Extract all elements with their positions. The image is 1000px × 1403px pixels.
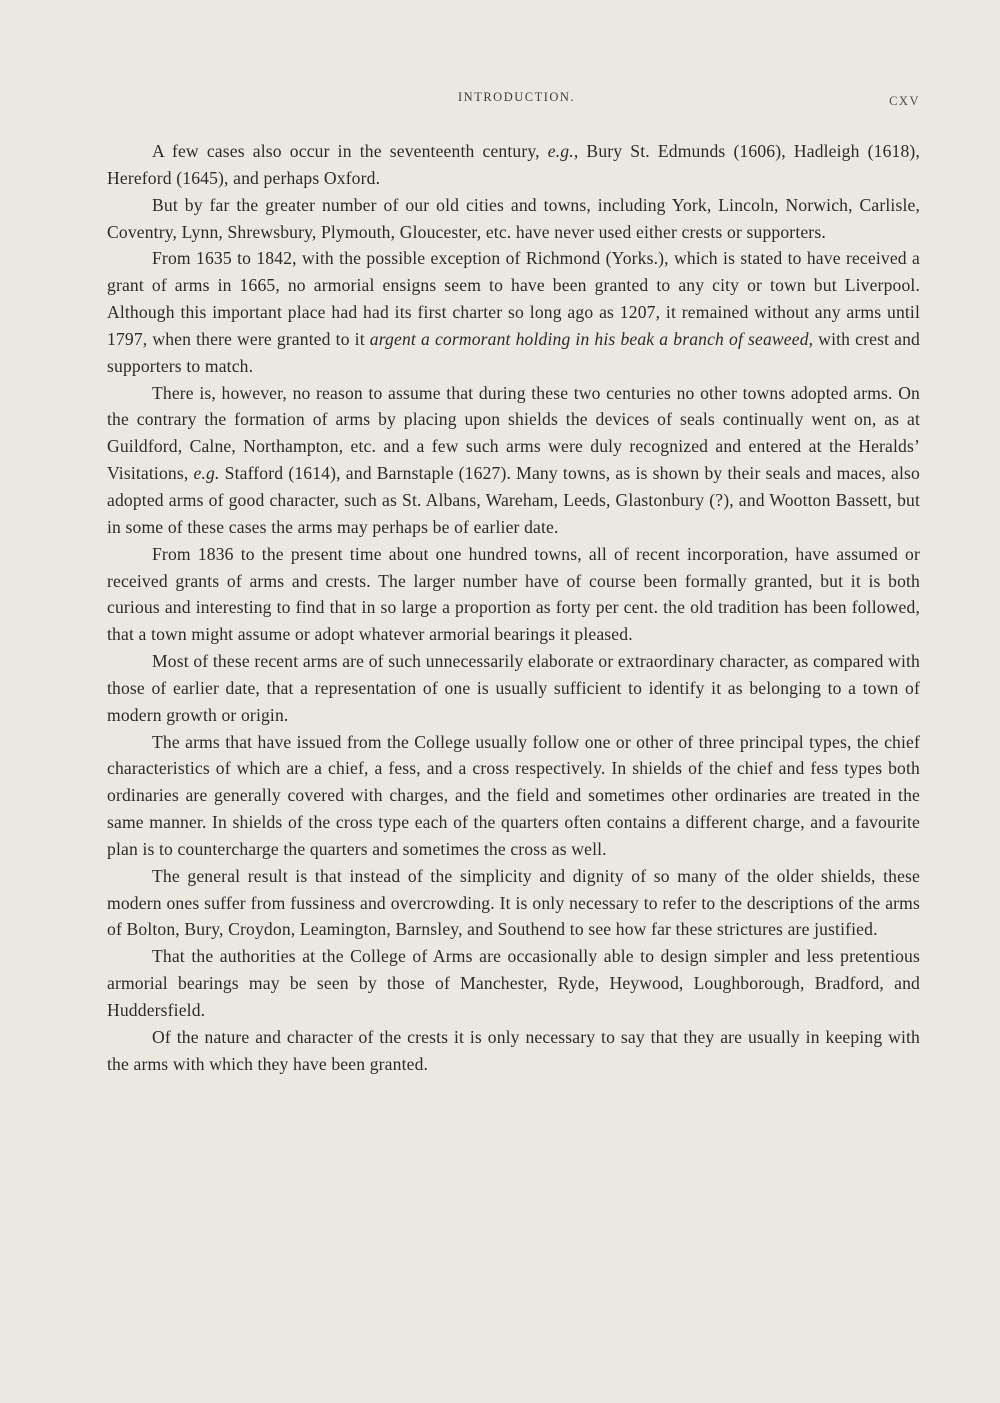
page-header: [0, 90, 1000, 112]
paragraph: [107, 245, 920, 379]
italic-run: e.g.: [193, 463, 220, 484]
body-text: [107, 138, 920, 1078]
paragraph: [107, 192, 920, 246]
paragraph: [107, 943, 920, 1024]
text-run: , Bury St. Edmunds (1606), Hadleigh (1618), Hereford (1645), and perhaps Oxford.: [107, 141, 920, 188]
paragraph: [107, 541, 920, 648]
paragraph: [107, 380, 920, 541]
text-run: That the authorities at the College of Arms are occasionally able to design simpler and less pretentious armorial bearings may be seen by those of Manchester, Ryde, Heywood, Loughborough, Bradford, and Huddersfield.: [107, 946, 920, 1020]
italic-run: e.g.: [547, 141, 574, 161]
paragraph: [107, 729, 920, 863]
text-run: The arms that have issued from the College usually follow one or other of three principal types, the chief characteristics of which are a chief, a fess, and a cross respectively. In shields of the chief and fess types both ordinaries are generally covered with charges, and the field and sometimes other ordinaries are treated in the same manner. In shields of the cross type each of the quarters often contains a different charge, and a favourite plan is to countercharge the quarters and sometimes the cross as well.: [107, 731, 920, 859]
running-head: INTRODUCTION.: [458, 90, 576, 104]
text-run: But by far the greater number of our old cities and towns, including York, Lincoln, Norwich, Carlisle, Coventry, Lynn, Shrewsbury, Plymouth, Gloucester, etc. have never used either crests or supporters.: [107, 194, 920, 242]
paragraph: [107, 863, 920, 944]
paragraph: [107, 648, 920, 729]
text-run: There is, however, no reason to assume that during these two centuries no other towns adopted arms. On the contrary the formation of arms by placing upon shields the devices of seals continually went on, as at Guildford, Calne, Northampton, etc. and a few such arms were duly recognized and entered at the Heralds’ Visitations,: [107, 382, 920, 484]
paragraph: [107, 1024, 920, 1078]
text-run: Stafford (1614), and Barnstaple (1627). Many towns, as is shown by their seals and maces, also adopted arms of good character, such as St. Albans, Wareham, Leeds, Glastonbury (?), and Wootton Bassett, but in some of these cases the arms may perhaps be of earlier date.: [107, 463, 920, 537]
text-run: The general result is that instead of the simplicity and dignity of so many of the older shields, these modern ones suffer from fussiness and overcrowding. It is only necessary to refer to the descriptions of the arms of Bolton, Bury, Croydon, Leamington, Barnsley, and Southend to see how far these strictures are justified.: [107, 865, 920, 940]
italic-run: argent a cormorant holding in his beak a branch of seaweed,: [369, 328, 814, 349]
text-run: From 1836 to the present time about one hundred towns, all of recent incorporation, have assumed or received grants of arms and crests. The larger number have of course been formally granted, but it is both curious and interesting to find that in so large a proportion as forty per cent. the old tradition has been followed, that a town might assume or adopt whatever armorial bearings it pleased.: [107, 543, 920, 645]
text-run: A few cases also occur in the seventeenth century,: [152, 141, 548, 161]
text-run: Of the nature and character of the crests it is only necessary to say that they are usually in keeping with the arms with which they have been granted.: [107, 1026, 920, 1074]
paragraph: [107, 138, 920, 192]
text-run: with crest and supporters to match.: [107, 328, 920, 376]
text-run: From 1635 to 1842, with the possible exception of Richmond (Yorks.), which is stated to have received a grant of arms in 1665, no armorial ensigns seem to have been granted to any city or town but Liverpool. Although this important place had had its first charter so long ago as 1207, it remained without any arms until 1797, when there were granted to it: [107, 248, 920, 349]
page-number: CXV: [889, 94, 920, 108]
text-run: Most of these recent arms are of such unnecessarily elaborate or extraordinary character, as compared with those of earlier date, that a representation of one is usually sufficient to identify it as belonging to a town of modern growth or origin.: [107, 651, 920, 725]
